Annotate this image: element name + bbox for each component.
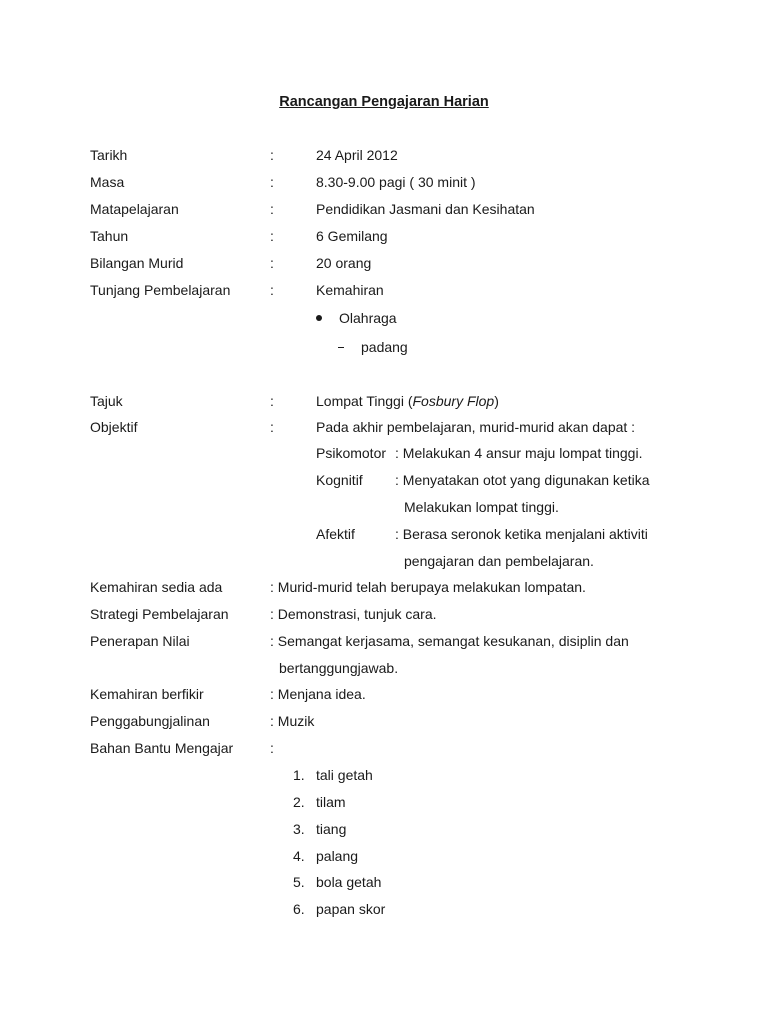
- bahan-item-number: 4.: [293, 848, 305, 864]
- field-value-kemahiran-sedia-ada: : Murid-murid telah berupaya melakukan lompatan.: [270, 579, 586, 595]
- tajuk-italic: Fosbury Flop: [412, 393, 495, 409]
- bahan-item: tali getah: [316, 767, 373, 783]
- bahan-item-number: 6.: [293, 901, 305, 917]
- field-label-tarikh: Tarikh: [90, 147, 128, 163]
- field-value-bilangan-murid: 20 orang: [316, 255, 372, 271]
- field-value-masa: 8.30-9.00 pagi ( 30 minit ): [316, 174, 476, 190]
- field-value-penggabungjalinan: : Muzik: [270, 713, 315, 729]
- field-colon: :: [270, 228, 274, 244]
- field-value-kemahiran-berfikir: : Menjana idea.: [270, 686, 366, 702]
- field-label-kemahiran-sedia-ada: Kemahiran sedia ada: [90, 579, 223, 595]
- field-colon: :: [270, 255, 274, 271]
- objektif-kognitif-value: : Menyatakan otot yang digunakan ketika: [395, 472, 650, 488]
- objektif-kognitif-value-cont: Melakukan lompat tinggi.: [404, 499, 559, 515]
- field-label-matapelajaran: Matapelajaran: [90, 201, 179, 217]
- field-label-bilangan-murid: Bilangan Murid: [90, 255, 184, 271]
- tajuk-prefix: Lompat Tinggi (: [316, 393, 413, 409]
- tunjang-dash-item: padang: [361, 339, 408, 355]
- field-label-strategi: Strategi Pembelajaran: [90, 606, 229, 622]
- field-value-penerapan: : Semangat kerjasama, semangat kesukanan, disiplin dan: [270, 633, 629, 649]
- field-colon: :: [270, 201, 274, 217]
- field-value-tunjang: Kemahiran: [316, 282, 384, 298]
- field-colon: :: [270, 282, 274, 298]
- field-value-strategi: : Demonstrasi, tunjuk cara.: [270, 606, 437, 622]
- field-label-tajuk: Tajuk: [90, 393, 123, 409]
- field-colon: :: [270, 147, 274, 163]
- field-value-matapelajaran: Pendidikan Jasmani dan Kesihatan: [316, 201, 535, 217]
- objektif-psikomotor-label: Psikomotor: [316, 445, 387, 461]
- field-colon: :: [270, 393, 274, 409]
- objektif-kognitif-label: Kognitif: [316, 472, 363, 488]
- field-value-tarikh: 24 April 2012: [316, 147, 398, 163]
- field-colon: :: [270, 740, 274, 756]
- field-label-tunjang: Tunjang Pembelajaran: [90, 282, 231, 298]
- bahan-item: tilam: [316, 794, 346, 810]
- bahan-item-number: 2.: [293, 794, 305, 810]
- objektif-intro: Pada akhir pembelajaran, murid-murid akan dapat :: [316, 419, 636, 435]
- bahan-item: papan skor: [316, 901, 386, 917]
- field-label-tahun: Tahun: [90, 228, 129, 244]
- bahan-item: bola getah: [316, 874, 382, 890]
- bahan-item: palang: [316, 848, 359, 864]
- field-label-bahan: Bahan Bantu Mengajar: [90, 740, 234, 756]
- dash-icon: [338, 347, 344, 348]
- field-value-tajuk: [316, 392, 499, 410]
- tunjang-bullet-item: Olahraga: [339, 310, 397, 326]
- field-value-tahun: 6 Gemilang: [316, 228, 388, 244]
- bahan-item-number: 3.: [293, 821, 305, 837]
- field-label-penggabungjalinan: Penggabungjalinan: [90, 713, 210, 729]
- field-colon: :: [270, 419, 274, 435]
- bahan-item-number: 5.: [293, 874, 305, 890]
- bullet-icon: [316, 315, 322, 321]
- field-label-objektif: Objektif: [90, 419, 138, 435]
- objektif-afektif-label: Afektif: [316, 526, 355, 542]
- field-label-kemahiran-berfikir: Kemahiran berfikir: [90, 686, 204, 702]
- field-label-penerapan: Penerapan Nilai: [90, 633, 190, 649]
- field-colon: :: [270, 174, 274, 190]
- tajuk-suffix: ): [494, 393, 499, 409]
- objektif-psikomotor-value: : Melakukan 4 ansur maju lompat tinggi.: [395, 445, 643, 461]
- bahan-item-number: 1.: [293, 767, 305, 783]
- objektif-afektif-value-cont: pengajaran dan pembelajaran.: [404, 553, 594, 569]
- objektif-afektif-value: : Berasa seronok ketika menjalani aktiviti: [395, 526, 648, 542]
- field-value-penerapan-cont: bertanggungjawab.: [279, 660, 399, 676]
- document-title: Rancangan Pengajaran Harian: [279, 94, 489, 110]
- field-label-masa: Masa: [90, 174, 125, 190]
- bahan-item: tiang: [316, 821, 347, 837]
